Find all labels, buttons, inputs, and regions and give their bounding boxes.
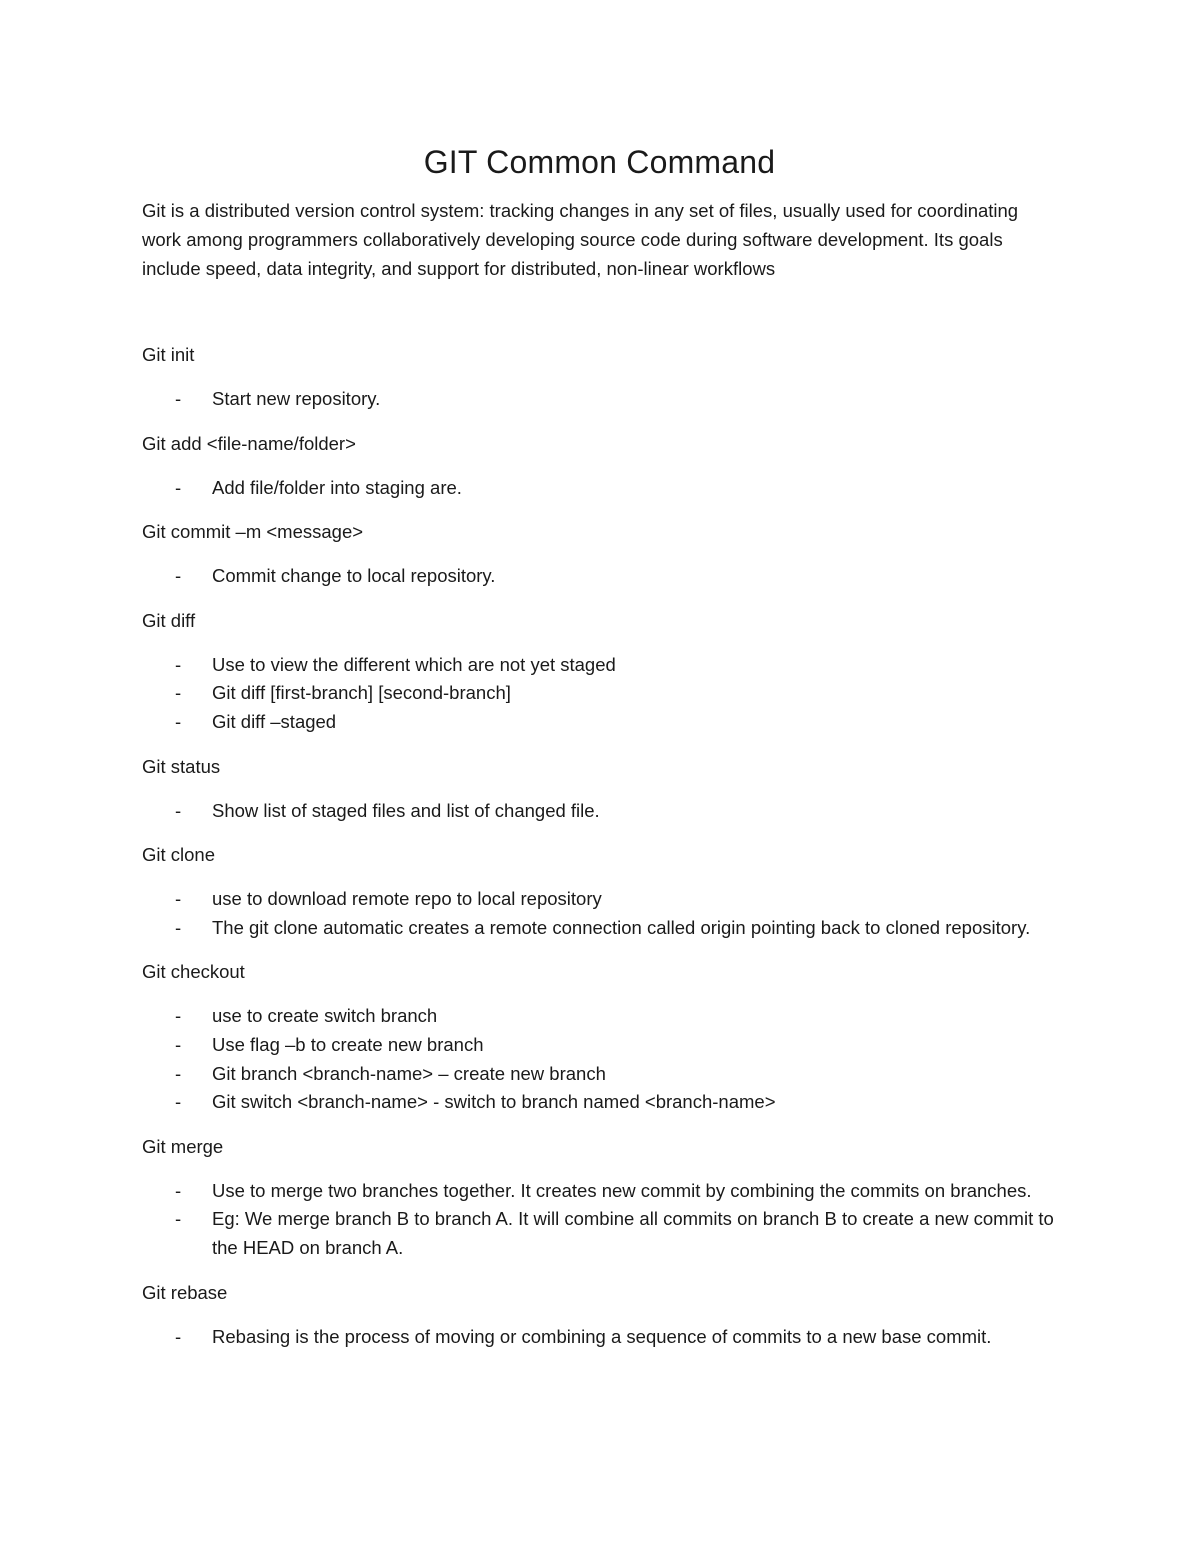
command-section	[142, 607, 1057, 737]
list-item	[142, 797, 1057, 826]
command-description-list	[142, 797, 1057, 826]
list-item-text: Git switch <branch-name> - switch to branch named <branch-name>	[212, 1091, 776, 1113]
command-description-list	[142, 474, 1057, 503]
dash-bullet: -	[175, 653, 182, 675]
document-title: GIT Common Command	[423, 144, 776, 180]
command-description-list	[142, 651, 1057, 737]
list-item	[142, 1088, 1057, 1117]
intro-paragraph: Git is a distributed version control system: tracking changes in any set of files, usually used for coordinating work among programmers collaboratively developing source code during software development. Its goals include speed, data integrity, and support for distributed, non-linear workflows	[142, 200, 1019, 279]
list-item	[142, 1031, 1057, 1060]
list-item	[142, 474, 1057, 503]
list-item	[142, 1177, 1057, 1206]
list-item	[142, 1002, 1057, 1031]
list-item	[142, 885, 1057, 914]
list-item-text: Show list of staged files and list of changed file.	[212, 799, 600, 821]
dash-bullet: -	[175, 682, 182, 704]
command-section	[142, 753, 1057, 826]
command-heading: Git merge	[142, 1135, 224, 1157]
command-section	[142, 341, 1057, 414]
list-item-text: Use to view the different which are not yet staged	[212, 653, 616, 675]
command-heading: Git rebase	[142, 1281, 228, 1303]
list-item-text: Commit change to local repository.	[212, 565, 496, 587]
dash-bullet: -	[175, 388, 182, 409]
list-item-text: Add file/folder into staging are.	[212, 476, 462, 498]
command-heading: Git commit –m <message>	[142, 521, 364, 543]
command-description-list	[142, 562, 1057, 591]
list-item-text: Rebasing is the process of moving or combining a sequence of commits to a new base commit.	[212, 1325, 992, 1347]
command-section	[142, 958, 1057, 1116]
command-section	[142, 430, 1057, 503]
list-item-text: Git diff –staged	[212, 710, 337, 732]
command-heading: Git clone	[142, 844, 216, 866]
command-description-list	[142, 1002, 1057, 1116]
list-item-text: Start new repository.	[212, 388, 381, 409]
list-item	[142, 562, 1057, 591]
dash-bullet: -	[175, 1005, 182, 1027]
dash-bullet: -	[175, 565, 182, 587]
list-item-text: use to create switch branch	[212, 1005, 438, 1027]
list-item	[142, 708, 1057, 737]
dash-bullet: -	[175, 916, 182, 938]
dash-bullet: -	[175, 1091, 182, 1113]
list-item-text: Use to merge two branches together. It creates new commit by combining the commits on branches.	[212, 1179, 1032, 1201]
list-item-text: Git branch <branch-name> – create new branch	[212, 1062, 606, 1084]
dash-bullet: -	[175, 1208, 182, 1230]
command-section	[142, 1279, 1057, 1352]
dash-bullet: -	[175, 1033, 182, 1055]
list-item-text: Git diff [first-branch] [second-branch]	[212, 682, 511, 704]
command-heading: Git add <file-name/folder>	[142, 432, 356, 454]
list-item	[142, 914, 1057, 943]
command-description-list	[142, 1177, 1057, 1263]
list-item	[142, 385, 1057, 414]
command-heading: Git init	[142, 344, 195, 365]
list-item-text: Eg: We merge branch B to branch A. It will combine all commits on branch B to create a new commit to the HEAD on branch A.	[212, 1208, 1054, 1258]
list-item	[142, 1060, 1057, 1089]
command-section	[142, 841, 1057, 942]
command-description-list	[142, 885, 1057, 942]
command-description-list	[142, 385, 1057, 414]
dash-bullet: -	[175, 476, 182, 498]
dash-bullet: -	[175, 799, 182, 821]
list-item-text: The git clone automatic creates a remote connection called origin pointing back to cloned repository.	[212, 916, 1031, 938]
command-section	[142, 518, 1057, 591]
dash-bullet: -	[175, 1179, 182, 1201]
dash-bullet: -	[175, 888, 182, 910]
command-heading: Git checkout	[142, 961, 245, 983]
list-item	[142, 651, 1057, 680]
list-item	[142, 1323, 1057, 1352]
command-description-list	[142, 1323, 1057, 1352]
list-item	[142, 679, 1057, 708]
spacer	[142, 283, 1057, 341]
command-heading: Git diff	[142, 609, 196, 631]
dash-bullet: -	[175, 1062, 182, 1084]
list-item-text: Use flag –b to create new branch	[212, 1033, 484, 1055]
command-sections	[142, 341, 1057, 1351]
dash-bullet: -	[175, 710, 182, 732]
list-item	[142, 1205, 1057, 1262]
document-page	[142, 142, 1057, 1367]
command-section	[142, 1133, 1057, 1263]
dash-bullet: -	[175, 1325, 182, 1347]
command-heading: Git status	[142, 755, 221, 777]
list-item-text: use to download remote repo to local repository	[212, 888, 602, 910]
